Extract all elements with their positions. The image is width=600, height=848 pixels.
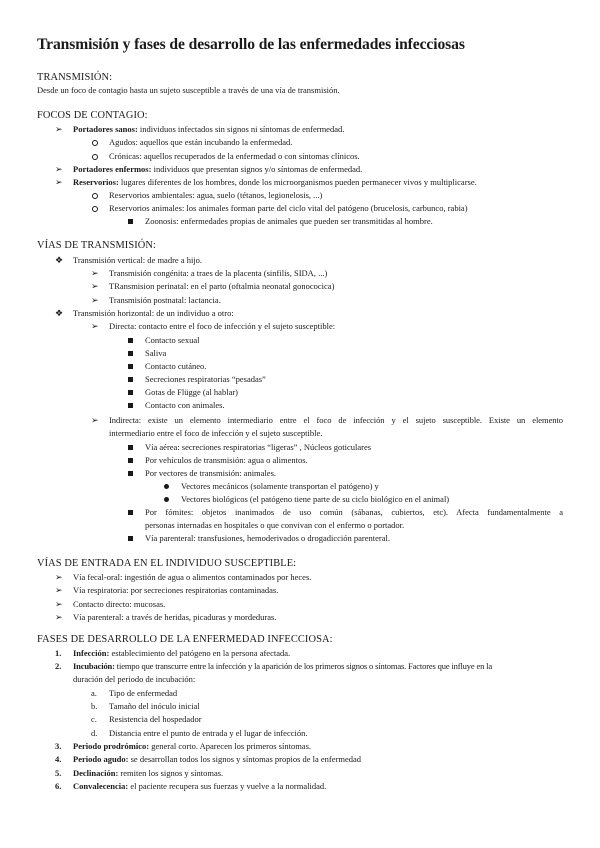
square-bullet-icon xyxy=(128,219,133,224)
list-number: 6. xyxy=(55,781,62,791)
list-item: Contacto cutáneo. xyxy=(145,361,207,371)
diamond-bullet: ❖ xyxy=(55,308,64,318)
list-item: Por vectores de transmisión: animales. xyxy=(145,468,277,478)
dot-bullet-icon xyxy=(164,484,169,489)
list-item: Contacto con animales. xyxy=(145,400,225,410)
list-item xyxy=(73,660,492,672)
arrow-bullet: ➢ xyxy=(55,572,63,582)
list-item: Transmisión vertical: de madre a hijo. xyxy=(73,255,203,265)
list-item: Indirecta: existe un elemento intermediario entre el foco de infección y el sujeto susceptible. Existe un elemento xyxy=(109,415,563,425)
arrow-bullet: ➢ xyxy=(55,177,63,187)
list-item: Gotas de Flügge (al hablar) xyxy=(145,387,238,397)
square-bullet-icon xyxy=(128,471,133,476)
item-text: individuos infectados sin signos ni síntomas de enfermedad. xyxy=(137,124,345,134)
arrow-bullet: ➢ xyxy=(55,164,63,174)
item-label: Incubación: xyxy=(73,661,115,671)
list-item xyxy=(73,767,223,779)
page-title: Transmisión y fases de desarrollo de las enfermedades infecciosas xyxy=(37,36,465,53)
arrow-bullet: ➢ xyxy=(91,415,99,425)
list-item xyxy=(73,780,326,792)
item-text: remiten los signos y síntomas. xyxy=(118,768,224,778)
square-bullet-icon xyxy=(128,390,133,395)
dot-bullet-icon xyxy=(164,497,169,502)
arrow-bullet: ➢ xyxy=(91,295,99,305)
list-letter: b. xyxy=(91,701,98,711)
list-item-continuation: duración del periodo de incubación: xyxy=(73,674,196,684)
heading-focos: FOCOS DE CONTAGIO: xyxy=(37,110,148,121)
item-text: se desarrollan todos los signos y síntomas propios de la enfermedad xyxy=(128,754,362,764)
square-bullet-icon xyxy=(128,445,133,450)
list-number: 3. xyxy=(55,741,62,751)
arrow-bullet: ➢ xyxy=(55,599,63,609)
list-item: Por fómites: objetos inanimados de uso común (sábanas, cubiertos, etc). Afecta fundamentalmente a xyxy=(145,507,563,517)
item-text: lugares diferentes de los hombres, donde los microorganismos pueden permanecer vivos y multiplicarse. xyxy=(118,177,477,187)
circle-bullet-icon xyxy=(92,154,98,160)
list-letter: d. xyxy=(91,728,98,738)
list-item xyxy=(73,163,362,175)
list-item: Transmisión postnatal: lactancia. xyxy=(109,295,221,305)
list-item: Vía aérea: secreciones respiratorias “ligeras” , Núcleos goticulares xyxy=(145,442,372,452)
list-item: Vía parenteral: a través de heridas, picaduras y mordeduras. xyxy=(73,612,277,622)
heading-transmision: TRANSMISIÓN: xyxy=(37,72,113,83)
transmision-text: Desde un foco de contagio hasta un sujeto susceptible a través de una vía de transmisión. xyxy=(37,85,340,95)
list-item: Por vehículos de transmisión: agua o alimentos. xyxy=(145,455,308,465)
item-label: Periodo agudo: xyxy=(73,754,129,764)
square-bullet-icon xyxy=(128,351,133,356)
square-bullet-icon xyxy=(128,377,133,382)
list-number: 1. xyxy=(55,648,62,658)
list-item: Agudos: aquellos que están incubando la enfermedad. xyxy=(109,137,293,147)
list-number: 4. xyxy=(55,754,62,764)
arrow-bullet: ➢ xyxy=(55,612,63,622)
circle-bullet-icon xyxy=(92,140,98,146)
list-item: Tamaño del inóculo inicial xyxy=(109,701,200,711)
square-bullet-icon xyxy=(128,458,133,463)
list-item: Transmisión horizontal: de un individuo a otro: xyxy=(73,308,234,318)
list-item: Vía fecal-oral: ingestión de agua o alimentos contaminados por heces. xyxy=(73,572,312,582)
list-item: Contacto directo: mucosas. xyxy=(73,599,166,609)
list-item: Vía respiratoria: por secreciones respiratorias contaminadas. xyxy=(73,585,279,595)
arrow-bullet: ➢ xyxy=(55,124,63,134)
list-item: Reservorios ambientales: agua, suelo (tétanos, legionelosis, ...) xyxy=(109,190,323,200)
square-bullet-icon xyxy=(128,403,133,408)
list-item: Secreciones respiratorias “pesadas” xyxy=(145,374,266,384)
list-letter: c. xyxy=(91,714,97,724)
item-text: individuos que presentan signos y/o síntomas de enfermedad. xyxy=(151,164,363,174)
item-label: Infección: xyxy=(73,648,110,658)
arrow-bullet: ➢ xyxy=(91,321,99,331)
diamond-bullet: ❖ xyxy=(55,255,64,265)
list-item xyxy=(73,176,477,188)
heading-fases: FASES DE DESARROLLO DE LA ENFERMEDAD INFECCIOSA: xyxy=(37,634,333,645)
list-item: Saliva xyxy=(145,348,167,358)
list-item: Reservorios animales: los animales forman parte del ciclo vital del patógeno (brucelosis, carbunco, rabia) xyxy=(109,203,468,213)
list-item xyxy=(73,740,311,752)
list-item xyxy=(73,647,290,659)
list-letter: a. xyxy=(91,688,97,698)
circle-bullet-icon xyxy=(92,206,98,212)
square-bullet-icon xyxy=(128,364,133,369)
list-item xyxy=(73,753,361,765)
item-text: el paciente recupera sus fuerzas y vuelve a la normalidad. xyxy=(128,781,327,791)
item-text: establecimiento del patógeno en la persona afectada. xyxy=(109,648,291,658)
list-item: Zoonosis: enfermedades propias de animales que pueden ser transmitidas al hombre. xyxy=(145,216,433,226)
list-item: Crónicas: aquellos recuperados de la enfermedad o con síntomas clínicos. xyxy=(109,151,360,161)
list-item: Vectores biológicos (el patógeno tiene parte de su ciclo biológico en el animal) xyxy=(181,494,450,504)
item-label: Reservorios: xyxy=(73,177,119,187)
item-text: general corto. Aparecen los primeros síntomas. xyxy=(149,741,312,751)
square-bullet-icon xyxy=(128,510,133,515)
list-item-continuation: intermediario entre el foco de infección y el sujeto susceptible. xyxy=(109,428,323,438)
item-label: Declinación: xyxy=(73,768,119,778)
heading-vias: VÍAS DE TRANSMISIÓN: xyxy=(37,240,157,251)
item-label: Portadores sanos: xyxy=(73,124,138,134)
item-label: Portadores enfermos: xyxy=(73,164,152,174)
list-number: 5. xyxy=(55,768,62,778)
heading-entrada: VÍAS DE ENTRADA EN EL INDIVIDUO SUSCEPTIBLE: xyxy=(37,558,297,569)
list-number: 2. xyxy=(55,661,62,671)
list-item: TRansmision perinatal: en el parto (oftalmia neonatal gonococica) xyxy=(109,281,335,291)
square-bullet-icon xyxy=(128,338,133,343)
list-item: Transmisión congénita: a traes de la placenta (sinfilis, SIDA, ...) xyxy=(109,268,328,278)
list-item: Tipo de enfermedad xyxy=(109,688,178,698)
list-item: Distancia entre el punto de entrada y el lugar de infección. xyxy=(109,728,308,738)
item-text: tiempo que transcurre entre la infección y la aparición de los primeros signos o síntomas. Factores que influye en la xyxy=(114,661,493,671)
arrow-bullet: ➢ xyxy=(91,268,99,278)
list-item-continuation: personas internadas en hospitales o que convivan con el enfermo o portador. xyxy=(145,520,405,530)
item-label: Periodo prodrómico: xyxy=(73,741,150,751)
list-item: Contacto sexual xyxy=(145,335,200,345)
list-item: Vectores mecánicos (solamente transportan el patógeno) y xyxy=(181,481,379,491)
item-label: Convalecencia: xyxy=(73,781,129,791)
arrow-bullet: ➢ xyxy=(55,585,63,595)
list-item xyxy=(73,123,344,135)
list-item: Directa: contacto entre el foco de infección y el sujeto susceptible: xyxy=(109,321,336,331)
list-item: Resistencia del hospedador xyxy=(109,714,202,724)
arrow-bullet: ➢ xyxy=(91,281,99,291)
circle-bullet-icon xyxy=(92,193,98,199)
square-bullet-icon xyxy=(128,536,133,541)
list-item: Vía parenteral: transfusiones, hemoderivados o drogadicción parenteral. xyxy=(145,533,390,543)
